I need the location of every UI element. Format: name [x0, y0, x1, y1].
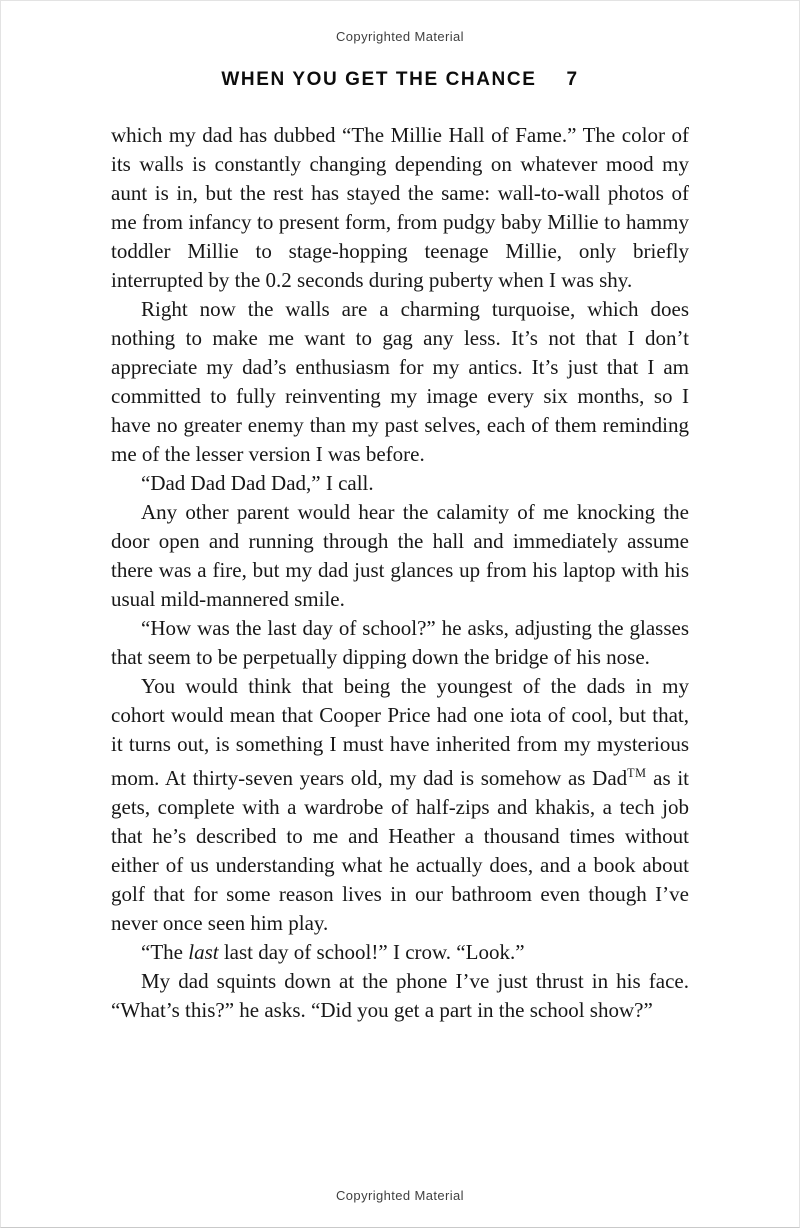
- page-number: 7: [566, 69, 579, 90]
- body-text: last day of school!” I crow. “Look.”: [218, 940, 525, 964]
- paragraph: [111, 469, 689, 498]
- trademark-superscript: TM: [627, 766, 647, 780]
- paragraph: [111, 614, 689, 672]
- paragraph: [111, 938, 689, 967]
- body-text: “Dad Dad Dad Dad,” I call.: [141, 471, 374, 495]
- body-text: which my dad has dubbed “The Millie Hall of Fame.” The color of its walls is constantly changing depending on whatever mood my aunt is in, but the rest has stayed the same: wall-to-wall photos of me from infancy to present form, from pudgy baby Millie to hammy toddler Millie to stage-hopping teenage Millie, only briefly interrupted by the 0.2 seconds during puberty when I was shy.: [111, 123, 689, 292]
- body-text: My dad squints down at the phone I’ve just thrust in his face. “What’s this?” he asks. “Did you get a part in the school show?”: [111, 969, 689, 1022]
- body-text: Any other parent would hear the calamity of me knocking the door open and running through the hall and immediately assume there was a fire, but my dad just glances up from his laptop with his usual mild-mannered smile.: [111, 500, 689, 611]
- paragraph: [111, 498, 689, 614]
- copyright-notice-bottom: Copyrighted Material: [336, 1188, 464, 1203]
- italic-text: last: [188, 940, 219, 964]
- body-text: You would think that being the youngest of the dads in my cohort would mean that Cooper Price had one iota of cool, but that, it turns out, is something I must have inherited from my mysterious mom. At thirty-seven years old, my dad is somehow as Dad: [111, 674, 689, 790]
- paragraph: [111, 967, 689, 1025]
- body-text: “How was the last day of school?” he asks, adjusting the glasses that seem to be perpetually dipping down the bridge of his nose.: [111, 616, 689, 669]
- copyright-notice-top: Copyrighted Material: [336, 29, 464, 44]
- page-body-text: [111, 121, 689, 1025]
- running-header: [1, 69, 799, 91]
- chapter-title: WHEN YOU GET THE CHANCE: [221, 69, 537, 90]
- body-text: “The: [141, 940, 189, 964]
- body-text: as it gets, complete with a wardrobe of half-zips and khakis, a tech job that he’s described to me and Heather a thousand times without either of us understanding what he actually does, and a book about golf that for some reason lives in our bathroom even though I’ve never once seen him play.: [111, 766, 689, 935]
- paragraph: [111, 672, 689, 938]
- body-text: Right now the walls are a charming turquoise, which does nothing to make me want to gag any less. It’s not that I don’t appreciate my dad’s enthusiasm for my antics. It’s just that I am committed to fully reinventing my image every six months, so I have no greater enemy than my past selves, each of them reminding me of the lesser version I was before.: [111, 297, 689, 466]
- paragraph: [111, 295, 689, 469]
- paragraph: [111, 121, 689, 295]
